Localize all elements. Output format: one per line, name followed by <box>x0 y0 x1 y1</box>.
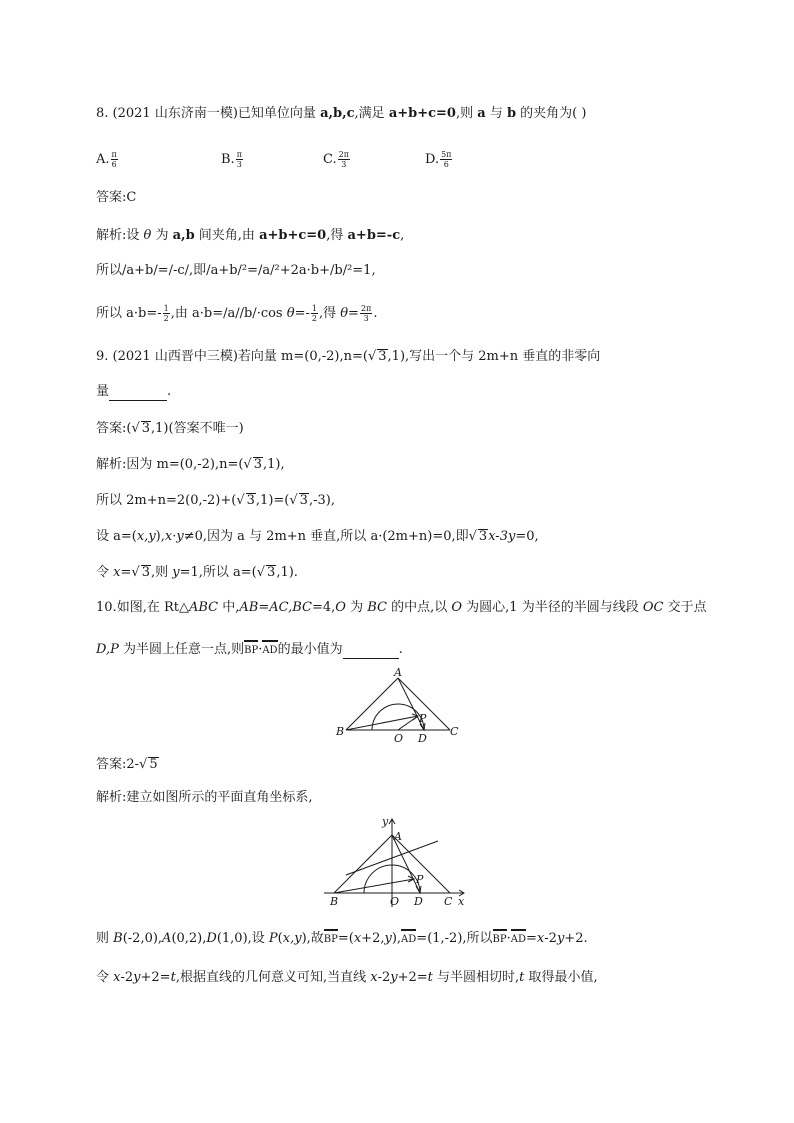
q8-stem: 8. (2021 山东济南一模)已知单位向量 a,b,c,满足 a+b+c=0,则 a 与 b 的夹角为( ) <box>96 106 587 121</box>
fraction: $\frac{\pi}{6}$ <box>111 150 117 169</box>
q9-stem-line1: 9. (2021 山西晋中三模)若向量 m=(0,-2),n=(√ 3,1),写出一个与 2m+n 垂直的非零向 <box>96 349 601 364</box>
vector-ad: AD <box>262 643 277 659</box>
label-c: C <box>444 895 453 908</box>
q10-analysis: 解析:建立如图所示的平面直角坐标系, <box>96 790 313 805</box>
label-a: A <box>394 830 402 843</box>
fraction: $\frac{\pi}{3}$ <box>236 150 242 169</box>
label-p: P <box>419 712 427 725</box>
q8-option-a[interactable]: A. $\frac{\pi}{6}$ <box>96 150 117 169</box>
vector-ad: AD <box>401 932 416 948</box>
label-d: D <box>414 895 423 908</box>
fraction: $\frac{5\pi}{6}$ <box>441 150 452 169</box>
coordinate-figure <box>322 815 472 911</box>
q9-analysis-line3: 设 a=(x,y),x·y≠0,因为 a 与 2m+n 垂直,所以 a·(2m+n)=0,即√ 3x-3y=0, <box>96 529 539 544</box>
fraction: $\frac{1}{2}$ <box>163 304 169 323</box>
answer-blank[interactable] <box>109 384 167 401</box>
label-o: O <box>390 895 400 908</box>
fraction: $\frac{2\pi}{3}$ <box>338 150 349 169</box>
q9-analysis-line1: 解析:因为 m=(0,-2),n=(√ 3,1), <box>96 457 285 472</box>
side-ab <box>346 678 398 730</box>
q10-stem-line2: D,P 为半圆上任意一点,则BP·AD的最小值为 . <box>96 642 403 657</box>
vector-bp: BP <box>493 932 507 948</box>
arrow-head <box>408 876 414 882</box>
label-c: C <box>450 725 459 738</box>
label-p: P <box>416 873 424 886</box>
q10-stem-line1: 10.如图,在 Rt△ABC 中,AB=AC,BC=4,O 为 BC 的中点,以 O 为圆心,1 为半径的半圆与线段 OC 交于点 <box>96 600 707 615</box>
q8-option-d[interactable]: D. $\frac{5\pi}{6}$ <box>425 150 452 169</box>
arrow-head <box>416 886 421 893</box>
q10-last-line: 令 x-2y+2=t,根据直线的几何意义可知,当直线 x-2y+2=t 与半圆相切时,t 取得最小值, <box>96 970 598 985</box>
q10-answer: 答案:2-√ 5 <box>96 757 158 772</box>
vector-bp: BP <box>244 643 258 659</box>
fraction: $\frac{2\pi}{3}$ <box>360 304 372 323</box>
label-a: A <box>394 666 402 679</box>
label-b: B <box>330 895 339 908</box>
answer-blank[interactable] <box>343 642 399 659</box>
q9-analysis-line2: 所以 2m+n=2(0,-2)+(√ 3,1)=(√ 3,-3), <box>96 493 335 508</box>
q9-analysis-line4: 令 x=√ 3,则 y=1,所以 a=(√ 3,1). <box>96 565 298 580</box>
q8-analysis-line3: 所以 a·b=- $\frac{1}{2}$ ,由 a·b=/a//b/·cos θ=- $\frac{1}{2}$ ,得 θ= $\frac{2\pi}{3}$ . <box>96 304 378 323</box>
q10-coords-line: 则 B(-2,0),A(0,2),D(1,0),设 P(x,y),故BP=(x+2,y),AD=(1,-2),所以BP·AD=x-2y+2. <box>96 931 588 946</box>
q8-answer: 答案:C <box>96 190 137 205</box>
vector-ad: AD <box>511 932 526 948</box>
label-y: y <box>382 815 389 828</box>
label-d: D <box>418 732 427 745</box>
q8-analysis-line1: 解析:设 θ 为 a,b 间夹角,由 a+b+c=0,得 a+b=-c, <box>96 228 405 243</box>
label-b: B <box>336 725 345 738</box>
label-o: O <box>394 732 404 745</box>
vector-bp: BP <box>324 932 338 948</box>
triangle-figure <box>330 666 470 745</box>
label-x: x <box>458 895 465 908</box>
q8-option-b[interactable]: B. $\frac{\pi}{3}$ <box>221 150 242 169</box>
q9-answer: 答案:(√ 3,1)(答案不唯一) <box>96 421 244 436</box>
q8-option-c[interactable]: C. $\frac{2\pi}{3}$ <box>323 150 349 169</box>
q8-analysis-line2: 所以/a+b/=/-c/,即/a+b/²=/a/²+2a·b+/b/²=1, <box>96 263 376 278</box>
q9-stem-line2: 量 . <box>96 384 172 399</box>
fraction: $\frac{1}{2}$ <box>311 304 317 323</box>
